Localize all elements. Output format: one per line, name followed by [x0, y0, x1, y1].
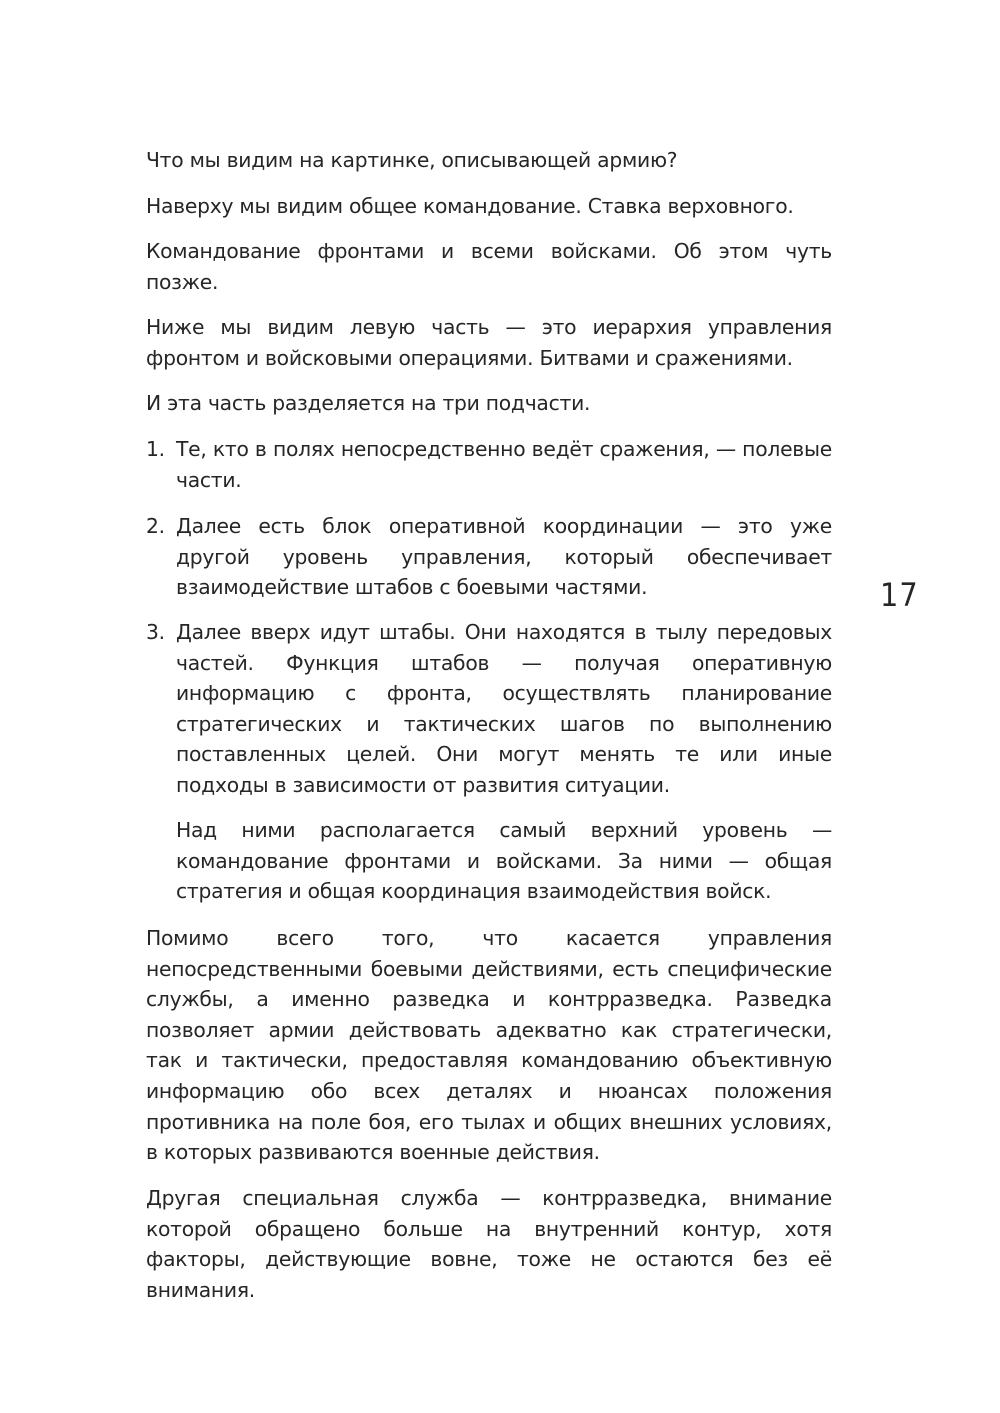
paragraph-4: Ниже мы видим левую часть — это иерархия управления фронтом и войсковыми операциями. Битвами и сражениями. — [146, 315, 832, 370]
list-item-number: 1. — [146, 437, 165, 461]
paragraph-7: Другая специальная служба — контрразведка, внимание которой обращено больше на внутренний контур, хотя факторы, действующие вовне, тоже не остаются без её внимания. — [146, 1186, 832, 1302]
paragraph-3: Командование фронтами и всеми войсками. Об этом чуть позже. — [146, 239, 832, 294]
list-item — [146, 617, 832, 801]
list-continuation-paragraph: Над ними располагается самый верхний уровень — командование фронтами и войсками. За ними — общая стратегия и общая координация взаимодействия войск. — [176, 818, 832, 904]
list-item-text: Далее вверх идут штабы. Они находятся в тылу передовых частей. Функция штабов — получая оперативную информацию с фронта, осуществлять планирование стратегических и тактических шагов по выполнению поставленных целей. Они могут менять те или иные подходы в зависимости от развития ситуации. — [176, 620, 832, 797]
list-item-number: 3. — [146, 620, 165, 644]
page-number: 17 — [880, 576, 919, 614]
list-item — [146, 511, 832, 603]
paragraph-5: И эта часть разделяется на три подчасти. — [146, 391, 591, 415]
list-item — [146, 434, 832, 495]
list-item-text: Те, кто в полях непосредственно ведёт сражения, — полевые части. — [176, 437, 832, 492]
list-item-text: Далее есть блок оперативной координации — это уже другой уровень управления, который обеспечивает взаимодействие штабов с боевыми частями. — [176, 514, 832, 600]
paragraph-2: Наверху мы видим общее командование. Ставка верховного. — [146, 194, 794, 218]
paragraph-1: Что мы видим на картинке, описывающей армию? — [146, 148, 678, 172]
list-item-number: 2. — [146, 514, 165, 538]
paragraph-6: Помимо всего того, что касается управления непосредственными боевыми действиями, есть специфические службы, а именно разведка и контрразведка. Разведка позволяет армии действовать адекватно как стратегически, так и тактически, предоставляя командованию объективную информацию обо всех деталях и нюансах положения противника на поле боя, его тылах и общих внешних условиях, в которых развиваются военные действия. — [146, 926, 832, 1165]
